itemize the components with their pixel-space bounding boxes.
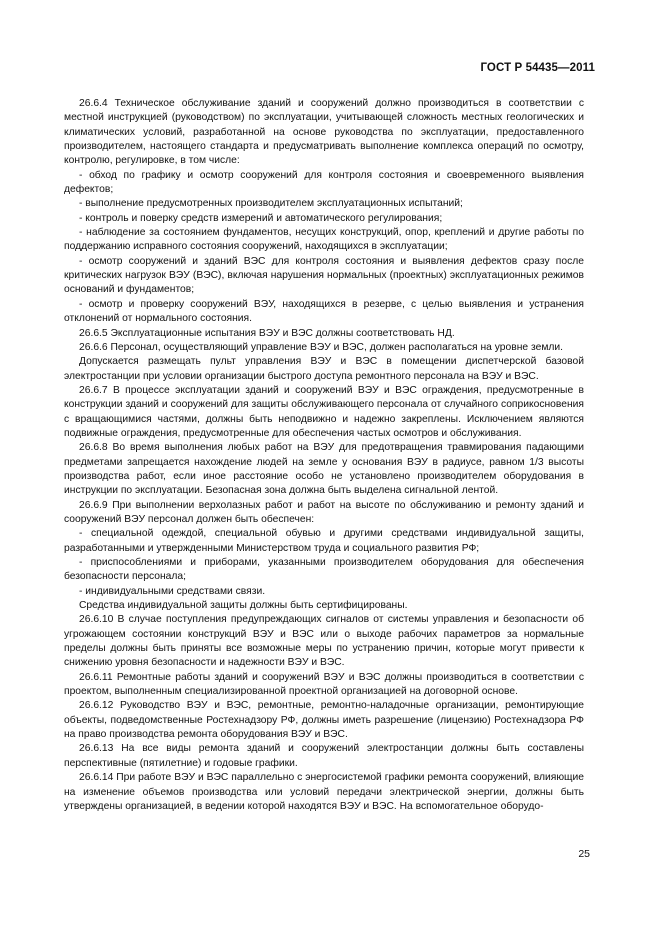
list-item: - наблюдение за состоянием фундаментов, несущих конструкций, опор, креплений и другие работы по поддержанию исправного состояния сооружений, находящихся в эксплуатации; <box>64 227 584 253</box>
list-item: - приспособлениями и приборами, указанными производителем оборудования для обеспечения безопасности персонала; <box>64 557 584 583</box>
list-item: - обход по графику и осмотр сооружений для контроля состояния и своевременного выявления дефектов; <box>64 169 584 196</box>
list-item: - специальной одеждой, специальной обувью и другими средствами индивидуальной защиты, разработанными и утвержденными Министерством труда и социального развития РФ; <box>64 528 584 554</box>
paragraph-26-6-9: 26.6.9 При выполнении верхолазных работ и работ на высоте по обслуживанию и ремонту зданий и сооружений ВЭУ персонал должен быть обеспечен: <box>64 499 584 525</box>
paragraph-26-6-7: 26.6.7 В процессе эксплуатации зданий и сооружений ВЭУ и ВЭС ограждения, предусмотренные в конструкции зданий и сооружений для защиты обслуживающего персонала от случайного соприкосновения с вращающимися частями, должны быть неподвижно и надежно закреплены. Исключением являются подвижные ограждения, предусмотренные для обеспечения частых осмотров и обслуживания. <box>64 384 584 439</box>
document-body <box>64 97 584 814</box>
paragraph: Допускается размещать пульт управления ВЭУ и ВЭС в помещении диспетчерской базовой электростанции при условии организации быстрого доступа ремонтного персонала на ВЭУ и ВЭС. <box>64 356 584 382</box>
paragraph-26-6-12: 26.6.12 Руководство ВЭУ и ВЭС, ремонтные, ремонтно-наладочные организации, ремонтирующие объекты, подведомственные Ростехнадзору РФ, должны иметь разрешение (лицензию) Ростехнадзора РФ на право производства ремонта оборудования ВЭУ и ВЭС. <box>64 700 584 741</box>
list-item: - осмотр сооружений и зданий ВЭС для контроля состояния и выявления дефектов сразу после критических нагрузок ВЭУ (ВЭС), включая нарушения нормальных (проектных) эксплуатационных режимов оснований и фундаментов; <box>64 255 584 296</box>
paragraph-26-6-8: 26.6.8 Во время выполнения любых работ на ВЭУ для предотвращения травмирования падающими предметами запрещается нахождение людей на земле у основания ВЭУ в радиусе, равном 1/3 высоты производства работ, если иное расстояние особо не установлено производителем оборудования в инструкции по эксплуатации. Безопасная зона должна быть выделена сигнальной лентой. <box>64 442 584 497</box>
paragraph-26-6-14: 26.6.14 При работе ВЭУ и ВЭС параллельно с энергосистемой графики ремонта сооружений, влияющие на изменение объемов производства или условий передачи электрической энергии, должны быть утверждены организацией, в ведении которой находятся ВЭУ и ВЭС. На вспомогательное оборудо- <box>64 772 584 812</box>
paragraph-26-6-4: 26.6.4 Техническое обслуживание зданий и сооружений должно производиться в соответствии с местной инструкцией (руководством) по эксплуатации, учитывающей сложность местных геологических и климатических условий, разработанной на основе руководства по эксплуатации, предоставленного производителем, настоящего стандарта и предусматривать выполнение комплекса операций по осмотру, контролю, регулировке, в том числе: <box>64 98 584 167</box>
list-item: - индивидуальными средствами связи. <box>79 585 266 597</box>
list-item: - выполнение предусмотренных производителем эксплуатационных испытаний; <box>79 198 463 210</box>
standard-header: ГОСТ Р 54435—2011 <box>480 62 595 74</box>
paragraph: Средства индивидуальной защиты должны быть сертифицированы. <box>79 600 408 612</box>
paragraph-26-6-11: 26.6.11 Ремонтные работы зданий и сооружений ВЭУ и ВЭС должны производиться в соответствии с проектом, выполненным специализированной проектной организацией на договорной основе. <box>64 671 584 698</box>
paragraph-26-6-5: 26.6.5 Эксплуатационные испытания ВЭУ и ВЭС должны соответствовать НД. <box>79 327 455 339</box>
list-item: - осмотр и проверку сооружений ВЭУ, находящихся в резерве, с целью выявления и устранения отклонений от нормального состояния. <box>64 298 584 325</box>
page-number: 25 <box>578 848 590 860</box>
list-item: - контроль и поверку средств измерений и автоматического регулирования; <box>79 212 443 224</box>
paragraph-26-6-10: 26.6.10 В случае поступления предупреждающих сигналов от системы управления и безопасности об угрожающем состоянии конструкций ВЭУ и ВЭС или о выходе рабочих параметров за нормальные пределы должны быть приняты все возможные меры по устранению причин, которые могут привести к снижению уровня безопасности и надежности ВЭУ и ВЭС. <box>64 614 584 669</box>
paragraph-26-6-13: 26.6.13 На все виды ремонта зданий и сооружений электростанции должны быть составлены перспективные (пятилетние) и годовые графики. <box>64 743 584 769</box>
paragraph-26-6-6: 26.6.6 Персонал, осуществляющий управление ВЭУ и ВЭС, должен располагаться на уровне земли. <box>79 341 564 353</box>
